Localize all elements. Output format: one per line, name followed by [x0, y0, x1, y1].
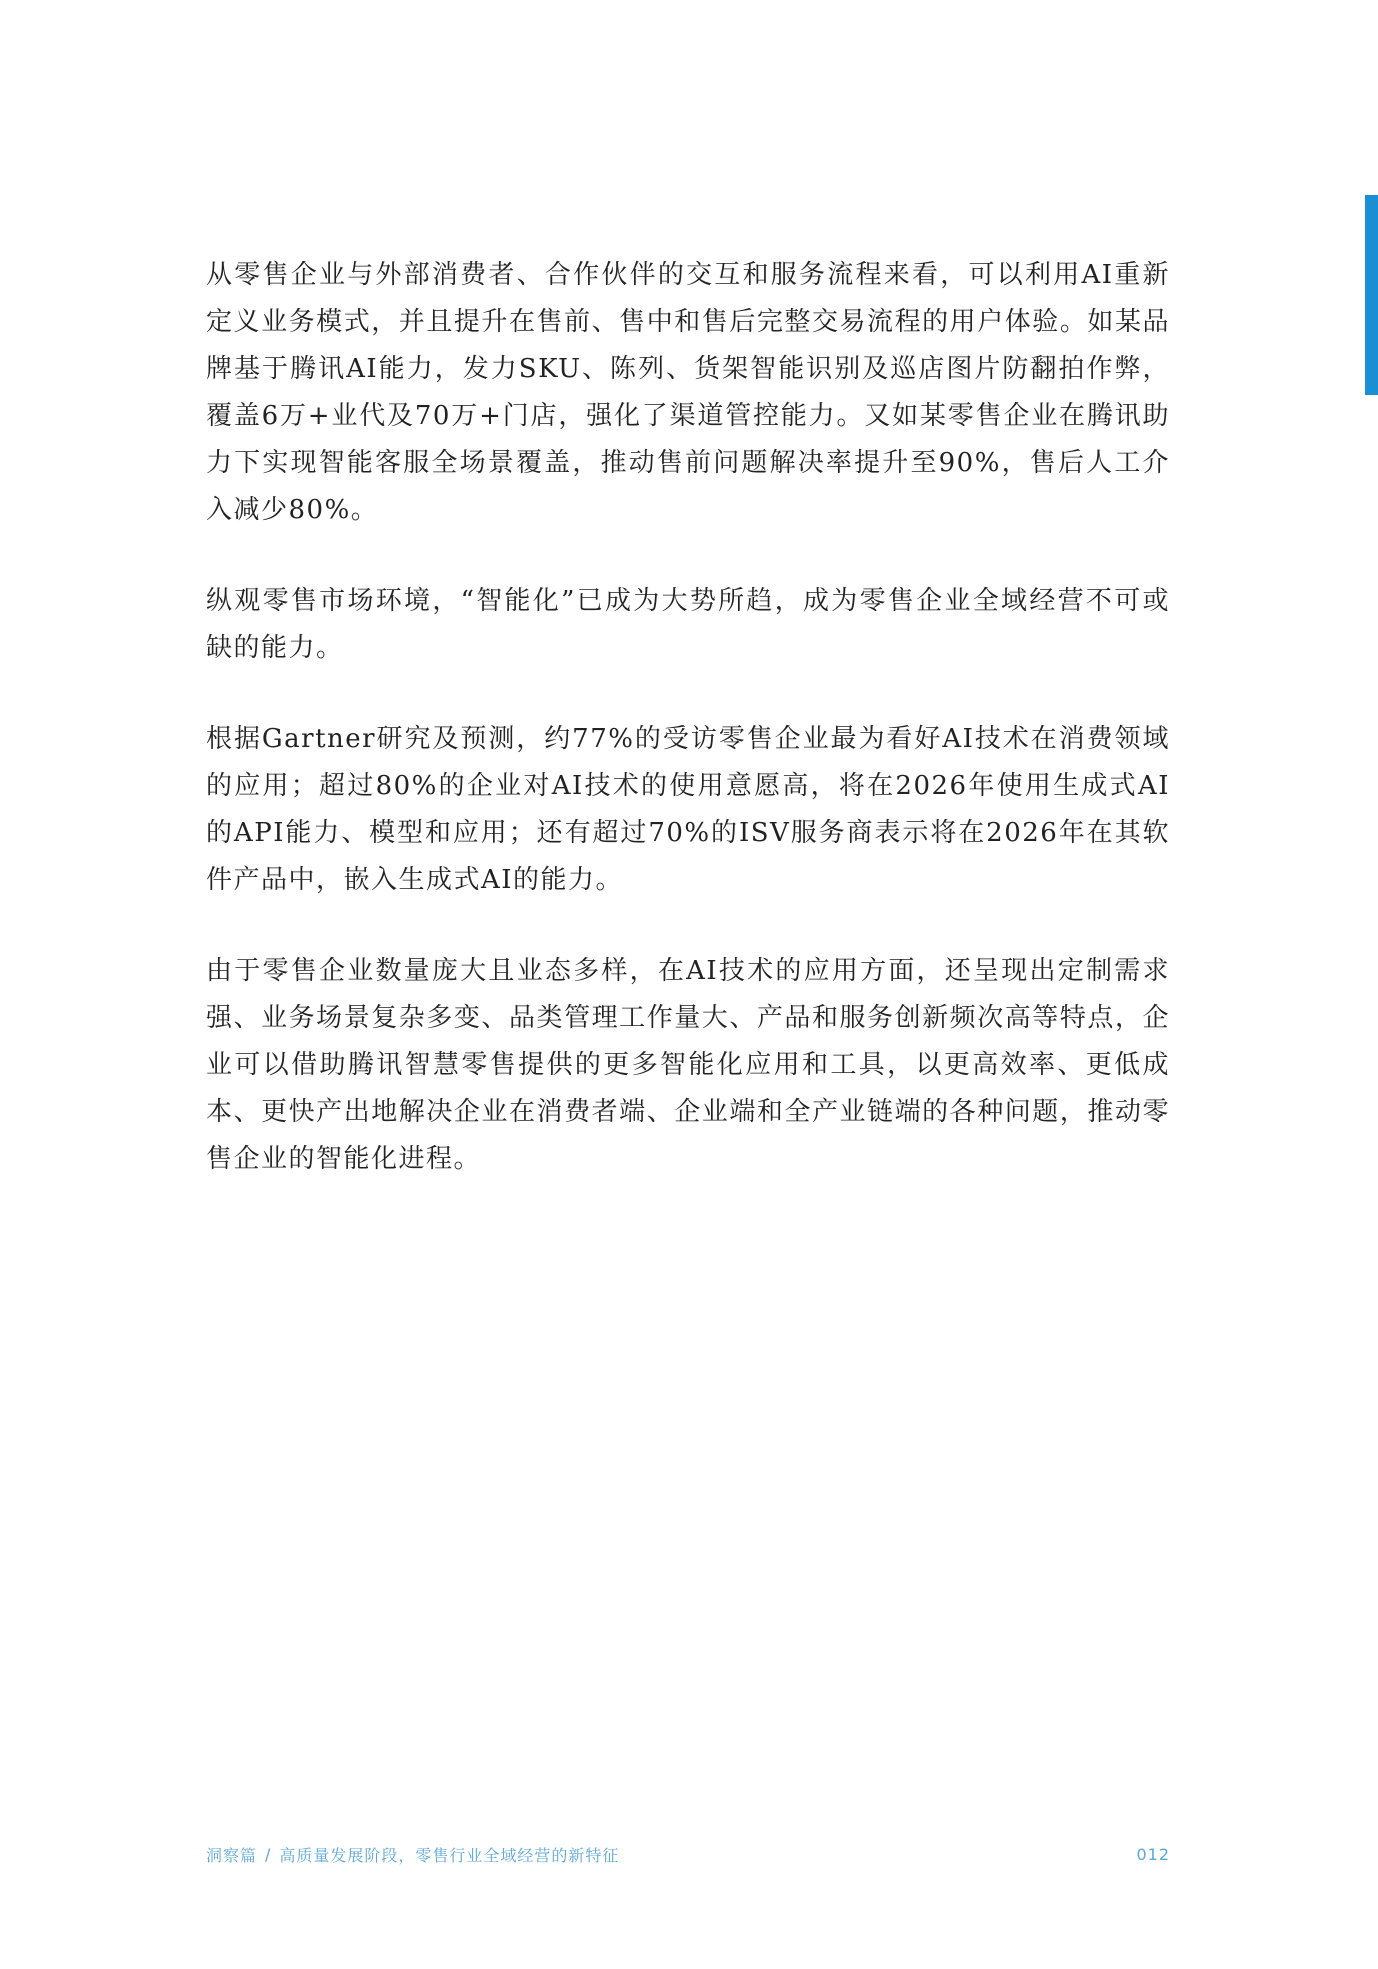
footer-separator: /: [265, 1845, 272, 1864]
paragraph-3: 根据Gartner研究及预测，约77%的受访零售企业最为看好AI技术在消费领域的应用；超过80%的企业对AI技术的使用意愿高，将在2026年使用生成式AI的API能力、模型和应用；还有超过70%的ISV服务商表示将在2026年在其软件产品中，嵌入生成式AI的能力。: [206, 724, 1170, 895]
accent-bar: [1365, 195, 1378, 395]
footer-subtitle: 高质量发展阶段，零售行业全域经营的新特征: [279, 1846, 620, 1865]
paragraph-4: 由于零售企业数量庞大且业态多样，在AI技术的应用方面，还呈现出定制需求强、业务场景复杂多变、品类管理工作量大、产品和服务创新频次高等特点，企业可以借助腾讯智慧零售提供的更多智能化应用和工具，以更高效率、更低成本、更快产出地解决企业在消费者端、企业端和全产业链端的各种问题，推动零售企业的智能化进程。: [206, 956, 1170, 1174]
paragraph-1: 从零售企业与外部消费者、合作伙伴的交互和服务流程来看，可以利用AI重新定义业务模式，并且提升在售前、售中和售后完整交易流程的用户体验。如某品牌基于腾讯AI能力，发力SKU、陈列、货架智能识别及巡店图片防翻拍作弊，覆盖6万+业代及70万+门店，强化了渠道管控能力。又如某零售企业在腾讯助力下实现智能客服全场景覆盖，推动售前问题解决率提升至90%，售后人工介入减少80%。: [206, 260, 1170, 525]
page-number: 012: [1136, 1845, 1170, 1864]
page-footer: [206, 1843, 1170, 1866]
footer-section: 洞察篇: [206, 1846, 258, 1865]
paragraph-2: 纵观零售市场环境，“智能化”已成为大势所趋，成为零售企业全域经营不可或缺的能力。: [206, 586, 1170, 663]
footer-title: [206, 1843, 619, 1866]
document-body: [206, 252, 1170, 1227]
